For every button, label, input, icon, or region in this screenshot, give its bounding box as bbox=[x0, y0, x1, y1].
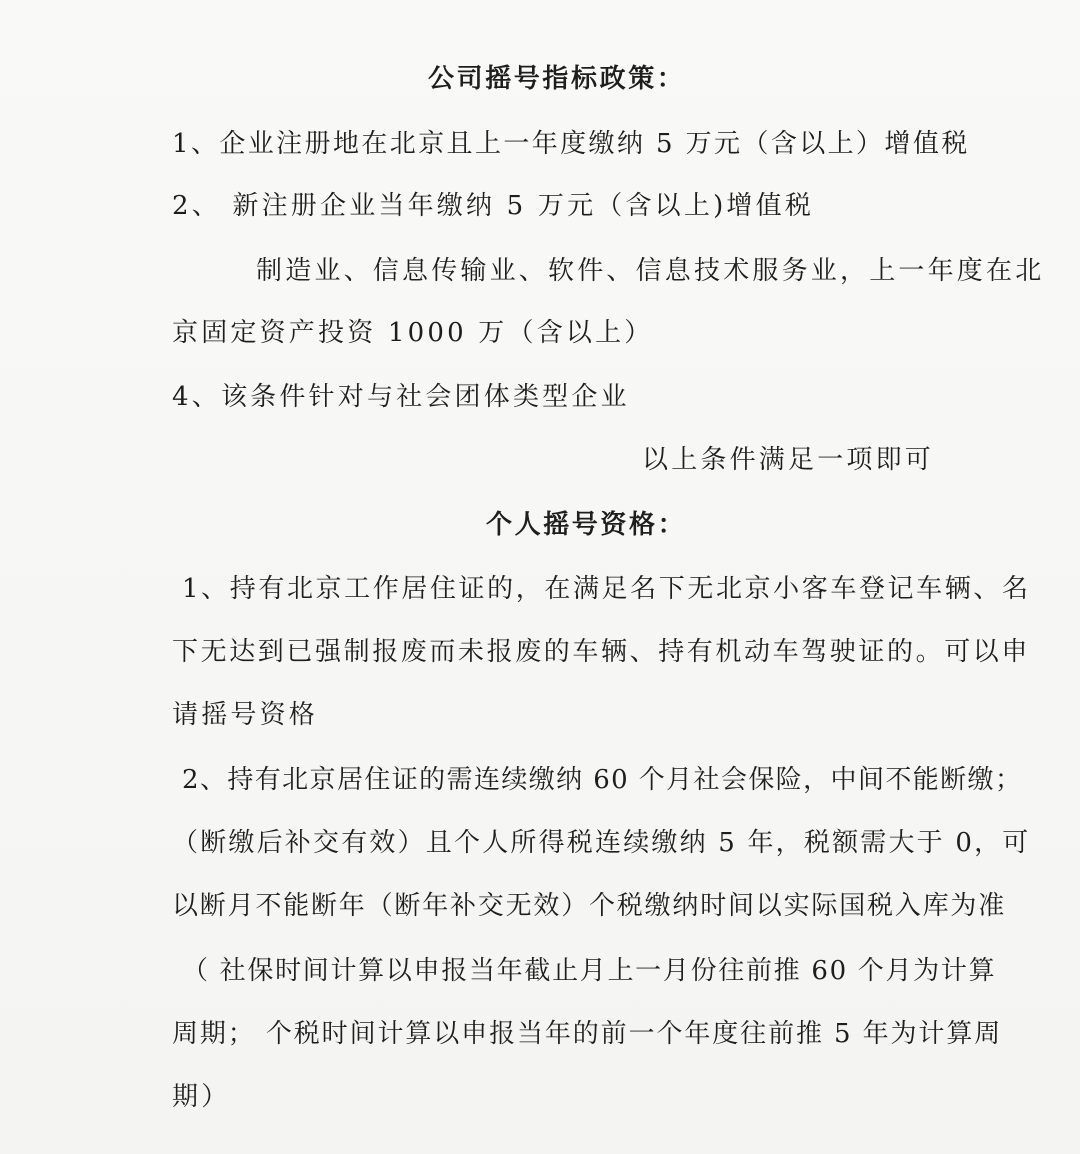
personal-line-7: （ 社保时间计算以申报当年截止月上一月份往前推 60 个月为计算 bbox=[182, 956, 997, 986]
personal-line-6: 以断月不能断年（断年补交无效）个税缴纳时间以实际国税入库为准 bbox=[172, 891, 1007, 921]
company-item-4: 4、该条件针对与社会团体类型企业 bbox=[172, 382, 630, 412]
company-item-1: 1、企业注册地在北京且上一年度缴纳 5 万元（含以上）增值税 bbox=[172, 129, 970, 159]
personal-line-9: 期） bbox=[172, 1082, 231, 1112]
personal-qualification-title: 个人摇号资格： bbox=[486, 510, 687, 540]
personal-line-2: 下无达到已强制报废而未报废的车辆、持有机动车驾驶证的。可以申 bbox=[172, 637, 1031, 667]
personal-line-8: 周期； 个税时间计算以申报当年的前一个年度往前推 5 年为计算周 bbox=[172, 1019, 1003, 1049]
company-item-3-line-2: 京固定资产投资 1000 万（含以上） bbox=[172, 318, 654, 348]
company-condition-note: 以上条件满足一项即可 bbox=[642, 445, 935, 475]
company-item-2: 2、 新注册企业当年缴纳 5 万元（含以上)增值税 bbox=[172, 191, 815, 221]
company-policy-title: 公司摇号指标政策： bbox=[428, 64, 686, 94]
personal-line-1: 1、持有北京工作居住证的，在满足名下无北京小客车登记车辆、名 bbox=[182, 574, 1031, 604]
company-item-3-line-1: 制造业、信息传输业、软件、信息技术服务业，上一年度在北 bbox=[256, 256, 1045, 286]
personal-line-3: 请摇号资格 bbox=[172, 700, 319, 730]
personal-line-5: （断缴后补交有效）且个人所得税连续缴纳 5 年，税额需大于 0，可 bbox=[172, 828, 1031, 858]
personal-line-4: 2、持有北京居住证的需连续缴纳 60 个月社会保险，中间不能断缴； bbox=[182, 765, 1023, 795]
